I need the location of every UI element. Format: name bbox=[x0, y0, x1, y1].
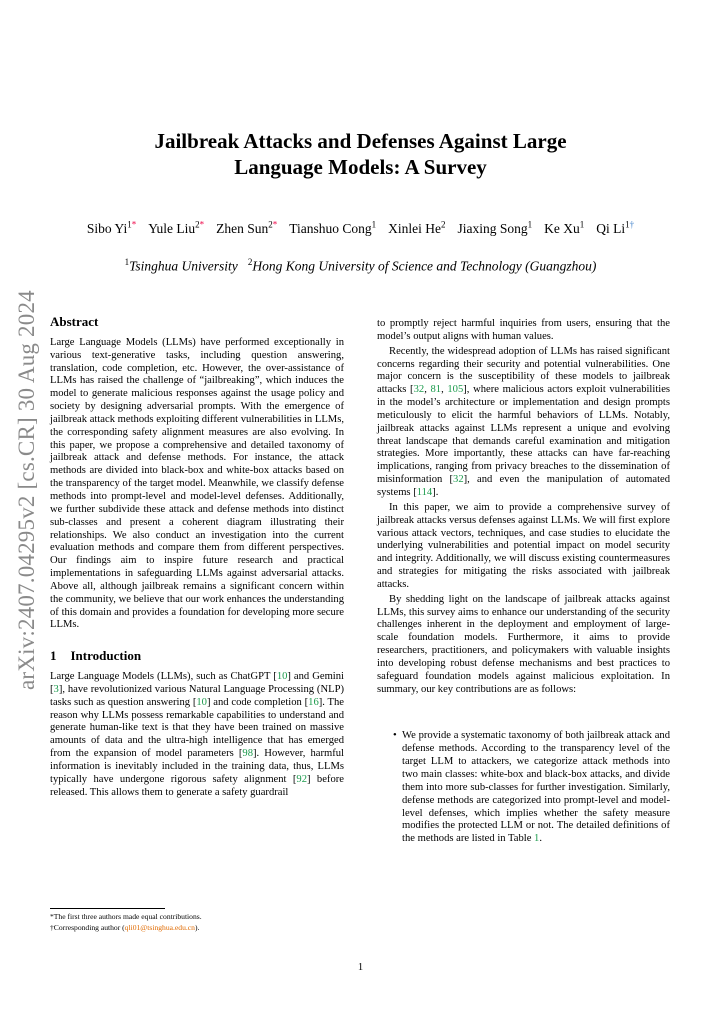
right-column bbox=[377, 318, 670, 846]
abstract-heading: Abstract bbox=[50, 314, 99, 329]
affiliations bbox=[40, 257, 681, 275]
list-item bbox=[393, 730, 670, 846]
author-name: Zhen Sun bbox=[216, 220, 269, 236]
affiliation-1: Tsinghua University bbox=[129, 258, 238, 274]
arxiv-watermark: arXiv:2407.04295v2 [cs.CR] 30 Aug 2024 bbox=[14, 290, 39, 690]
intro-paragraph-4: By shedding light on the landscape of jailbreak attacks against LLMs, this survey aims to enhance our understanding of the security challenges inherent in the deployment and employment of large-scale foundation models. Furthermore, it aims to provide researchers, practitioners, and policymakers with valuable insights into developing robust defense mechanisms and best practices to safeguard foundation models against malicious exploitation. In summary, our key contributions are as follows: bbox=[377, 593, 670, 695]
text-run: ] before released. This allows them to generate a safety guardrail bbox=[50, 773, 344, 798]
affiliation-2-sup: 2 bbox=[247, 257, 253, 267]
author-name: Sibo Yi bbox=[86, 220, 128, 236]
footnote-suffix: ). bbox=[194, 922, 200, 932]
contribution-text bbox=[402, 730, 670, 846]
author-name: Yule Liu bbox=[148, 220, 196, 236]
citation-link[interactable]: 10 bbox=[276, 671, 288, 683]
author-name: Ke Xu bbox=[544, 220, 580, 236]
author bbox=[87, 221, 136, 236]
footnote-equal-contribution: *The first three authors made equal contributions. bbox=[50, 912, 202, 921]
title-line-1: Jailbreak Attacks and Defenses Against Large bbox=[154, 129, 567, 153]
author bbox=[458, 221, 533, 236]
author-affiliation-sup: 1 bbox=[625, 219, 630, 229]
equal-contribution-mark: * bbox=[199, 219, 205, 229]
page-number: 1 bbox=[357, 962, 364, 973]
author bbox=[544, 221, 584, 236]
text-run: , bbox=[424, 384, 431, 396]
citation-link[interactable]: 3 bbox=[53, 683, 59, 695]
text-run: ]. The reason why LLMs possess remarkable capabilities to understand and generate human-like text is that they have been trained on massive amounts of data and the ultra-high intelligence that has emerged from the expansion of model parameters [ bbox=[50, 696, 344, 760]
citation-link[interactable]: 105 bbox=[447, 384, 464, 396]
section-number: 1 bbox=[50, 648, 57, 664]
citation-link[interactable]: 32 bbox=[413, 384, 425, 396]
text-run: ], have revolutionized various Natural Language Processing (NLP) tasks such as question answering [ bbox=[50, 683, 344, 708]
author bbox=[289, 221, 376, 236]
affiliation-2: Hong Kong University of Science and Technology (Guangzhou) bbox=[252, 258, 597, 274]
author-name: Xinlei He bbox=[388, 220, 442, 236]
intro-paragraph-1 bbox=[50, 671, 344, 799]
text-run: , bbox=[441, 384, 448, 396]
author-affiliation-sup: 2 bbox=[195, 219, 200, 229]
author-affiliation-sup: 1 bbox=[527, 219, 533, 229]
citation-link[interactable]: 1 bbox=[534, 833, 540, 845]
author bbox=[148, 221, 204, 236]
text-run: Large Language Models (LLMs), such as ChatGPT [ bbox=[50, 671, 277, 683]
author-name: Qi Li bbox=[596, 220, 626, 236]
text-run: ] and Gemini [ bbox=[50, 671, 344, 695]
author bbox=[596, 221, 634, 236]
footnote-divider bbox=[50, 908, 165, 909]
author-affiliation-sup: 1 bbox=[579, 219, 585, 229]
author-name: Tianshuo Cong bbox=[289, 220, 372, 236]
contributions-list bbox=[377, 730, 670, 846]
abstract-text: Large Language Models (LLMs) have performed exceptionally in various text-generative tasks, including question answering, translation, code completion, etc. However, the over-assistance of LLMs has raised the challenge of “jailbreaking”, which induces the model to generate malicious responses against the usage policy and society by designing adversarial prompts. With the emergence of jailbreak attack methods exploiting different vulnerabilities in LLMs, the corresponding safety alignment measures are also evolving. In this paper, we propose a comprehensive and detailed taxonomy of jailbreak attack and defense methods. For instance, the attack methods are divided into black-box and white-box attacks based on the transparency of the target model. Meanwhile, we classify defense methods into prompt-level and model-level defenses. Additionally, we further subdivide these attack and defense methods into distinct sub-classes and present a coherent diagram illustrating their relationships. We also conduct an investigation into the current evaluation methods and compare them from different perspectives. Our findings aim to inspire future research and practical implementations in safeguarding LLMs against adversarial attacks. Above all, although jailbreak remains a significant concern within the community, we believe that our work enhances the understanding of this domain and provides a foundation for developing more secure LLMs. bbox=[50, 336, 344, 631]
text-run: to promptly reject harmful inquiries from users, ensuring that the model’s output aligns with human values. bbox=[377, 318, 670, 342]
author bbox=[388, 221, 445, 236]
section-title: Introduction bbox=[70, 648, 142, 664]
citation-link[interactable]: 32 bbox=[453, 474, 464, 486]
intro-paragraph-1-continued bbox=[377, 318, 670, 344]
intro-paragraph-3: In this paper, we aim to provide a comprehensive survey of jailbreak attacks versus defenses against LLMs. We will first explore various attack vectors, techniques, and case studies to elucidate the underlying vulnerabilities and potential impact on model security and integrity. Additionally, we will discuss existing countermeasures and strategies for mitigating the risks associated with jailbreak attacks. bbox=[377, 501, 670, 590]
text-run: ], and even the manipulation of automated systems [ bbox=[377, 474, 671, 498]
author-affiliation-sup: 2 bbox=[268, 219, 273, 229]
author-affiliation-sup: 1 bbox=[127, 219, 132, 229]
intro-paragraph-2 bbox=[377, 346, 670, 500]
author-affiliation-sup: 1 bbox=[371, 219, 377, 229]
email-link[interactable]: qli01@tsinghua.edu.cn bbox=[124, 922, 195, 932]
bullet-icon: • bbox=[393, 730, 397, 742]
text-run: ], where malicious actors exploit vulnerabilities in the model’s architecture or implementation and design prompts meticulously to elicit the harmful behaviors of LLMs. Notably, jailbreak attacks against LLMs represent a unique and evolving threat landscape that demands careful examination and mitigation strategies. More importantly, these attacks can have far-reaching implications, ranging from privacy breaches to the dissemination of misinformation [ bbox=[377, 384, 671, 486]
left-column bbox=[50, 316, 344, 800]
introduction-heading bbox=[50, 650, 344, 663]
text-run: ] and code completion [ bbox=[206, 696, 309, 708]
text-run: We provide a systematic taxonomy of both jailbreak attack and defense methods. According to the transparency level of the target LLM to attackers, we categorize attack methods into two main classes: white-box and black-box attacks, and divide them into more sub-classes for further investigation. Similarly, defense methods are categorized into prompt-level and model-level defenses, which implies whether the safety measure modifies the protected LLM or not. The detailed definitions of the methods are listed in Table bbox=[402, 730, 670, 845]
affiliation-1-sup: 1 bbox=[124, 257, 130, 267]
citation-link[interactable]: 81 bbox=[430, 384, 442, 396]
citation-link[interactable]: 16 bbox=[308, 696, 319, 708]
footnote-prefix: †Corresponding author ( bbox=[50, 922, 125, 932]
text-run: . bbox=[539, 833, 542, 845]
citation-link[interactable]: 98 bbox=[242, 748, 254, 760]
text-run: ]. However, harmful information is inevitably included in the training data, thus, LLMs typically have undergone rigorous safety alignment [ bbox=[50, 748, 344, 785]
paper-title bbox=[100, 128, 621, 180]
text-run: Recently, the widespread adoption of LLMs has raised significant concerns regarding their security and potential vulnerabilities. One major concern is the susceptibility of these models to jailbreak attacks [ bbox=[377, 345, 670, 396]
footnote-corresponding-author bbox=[50, 923, 344, 934]
equal-contribution-mark: * bbox=[131, 219, 137, 229]
text-run: ]. bbox=[432, 486, 439, 498]
author-list bbox=[40, 219, 681, 237]
title-line-2: Language Models: A Survey bbox=[234, 155, 487, 179]
corresponding-author-mark: † bbox=[629, 219, 635, 229]
author bbox=[216, 221, 277, 236]
citation-link[interactable]: 10 bbox=[196, 696, 207, 708]
citation-link[interactable]: 114 bbox=[416, 486, 433, 498]
author-affiliation-sup: 2 bbox=[441, 219, 446, 229]
author-name: Jiaxing Song bbox=[457, 220, 528, 236]
equal-contribution-mark: * bbox=[272, 219, 278, 229]
footnotes bbox=[50, 908, 344, 933]
citation-link[interactable]: 92 bbox=[296, 773, 308, 785]
